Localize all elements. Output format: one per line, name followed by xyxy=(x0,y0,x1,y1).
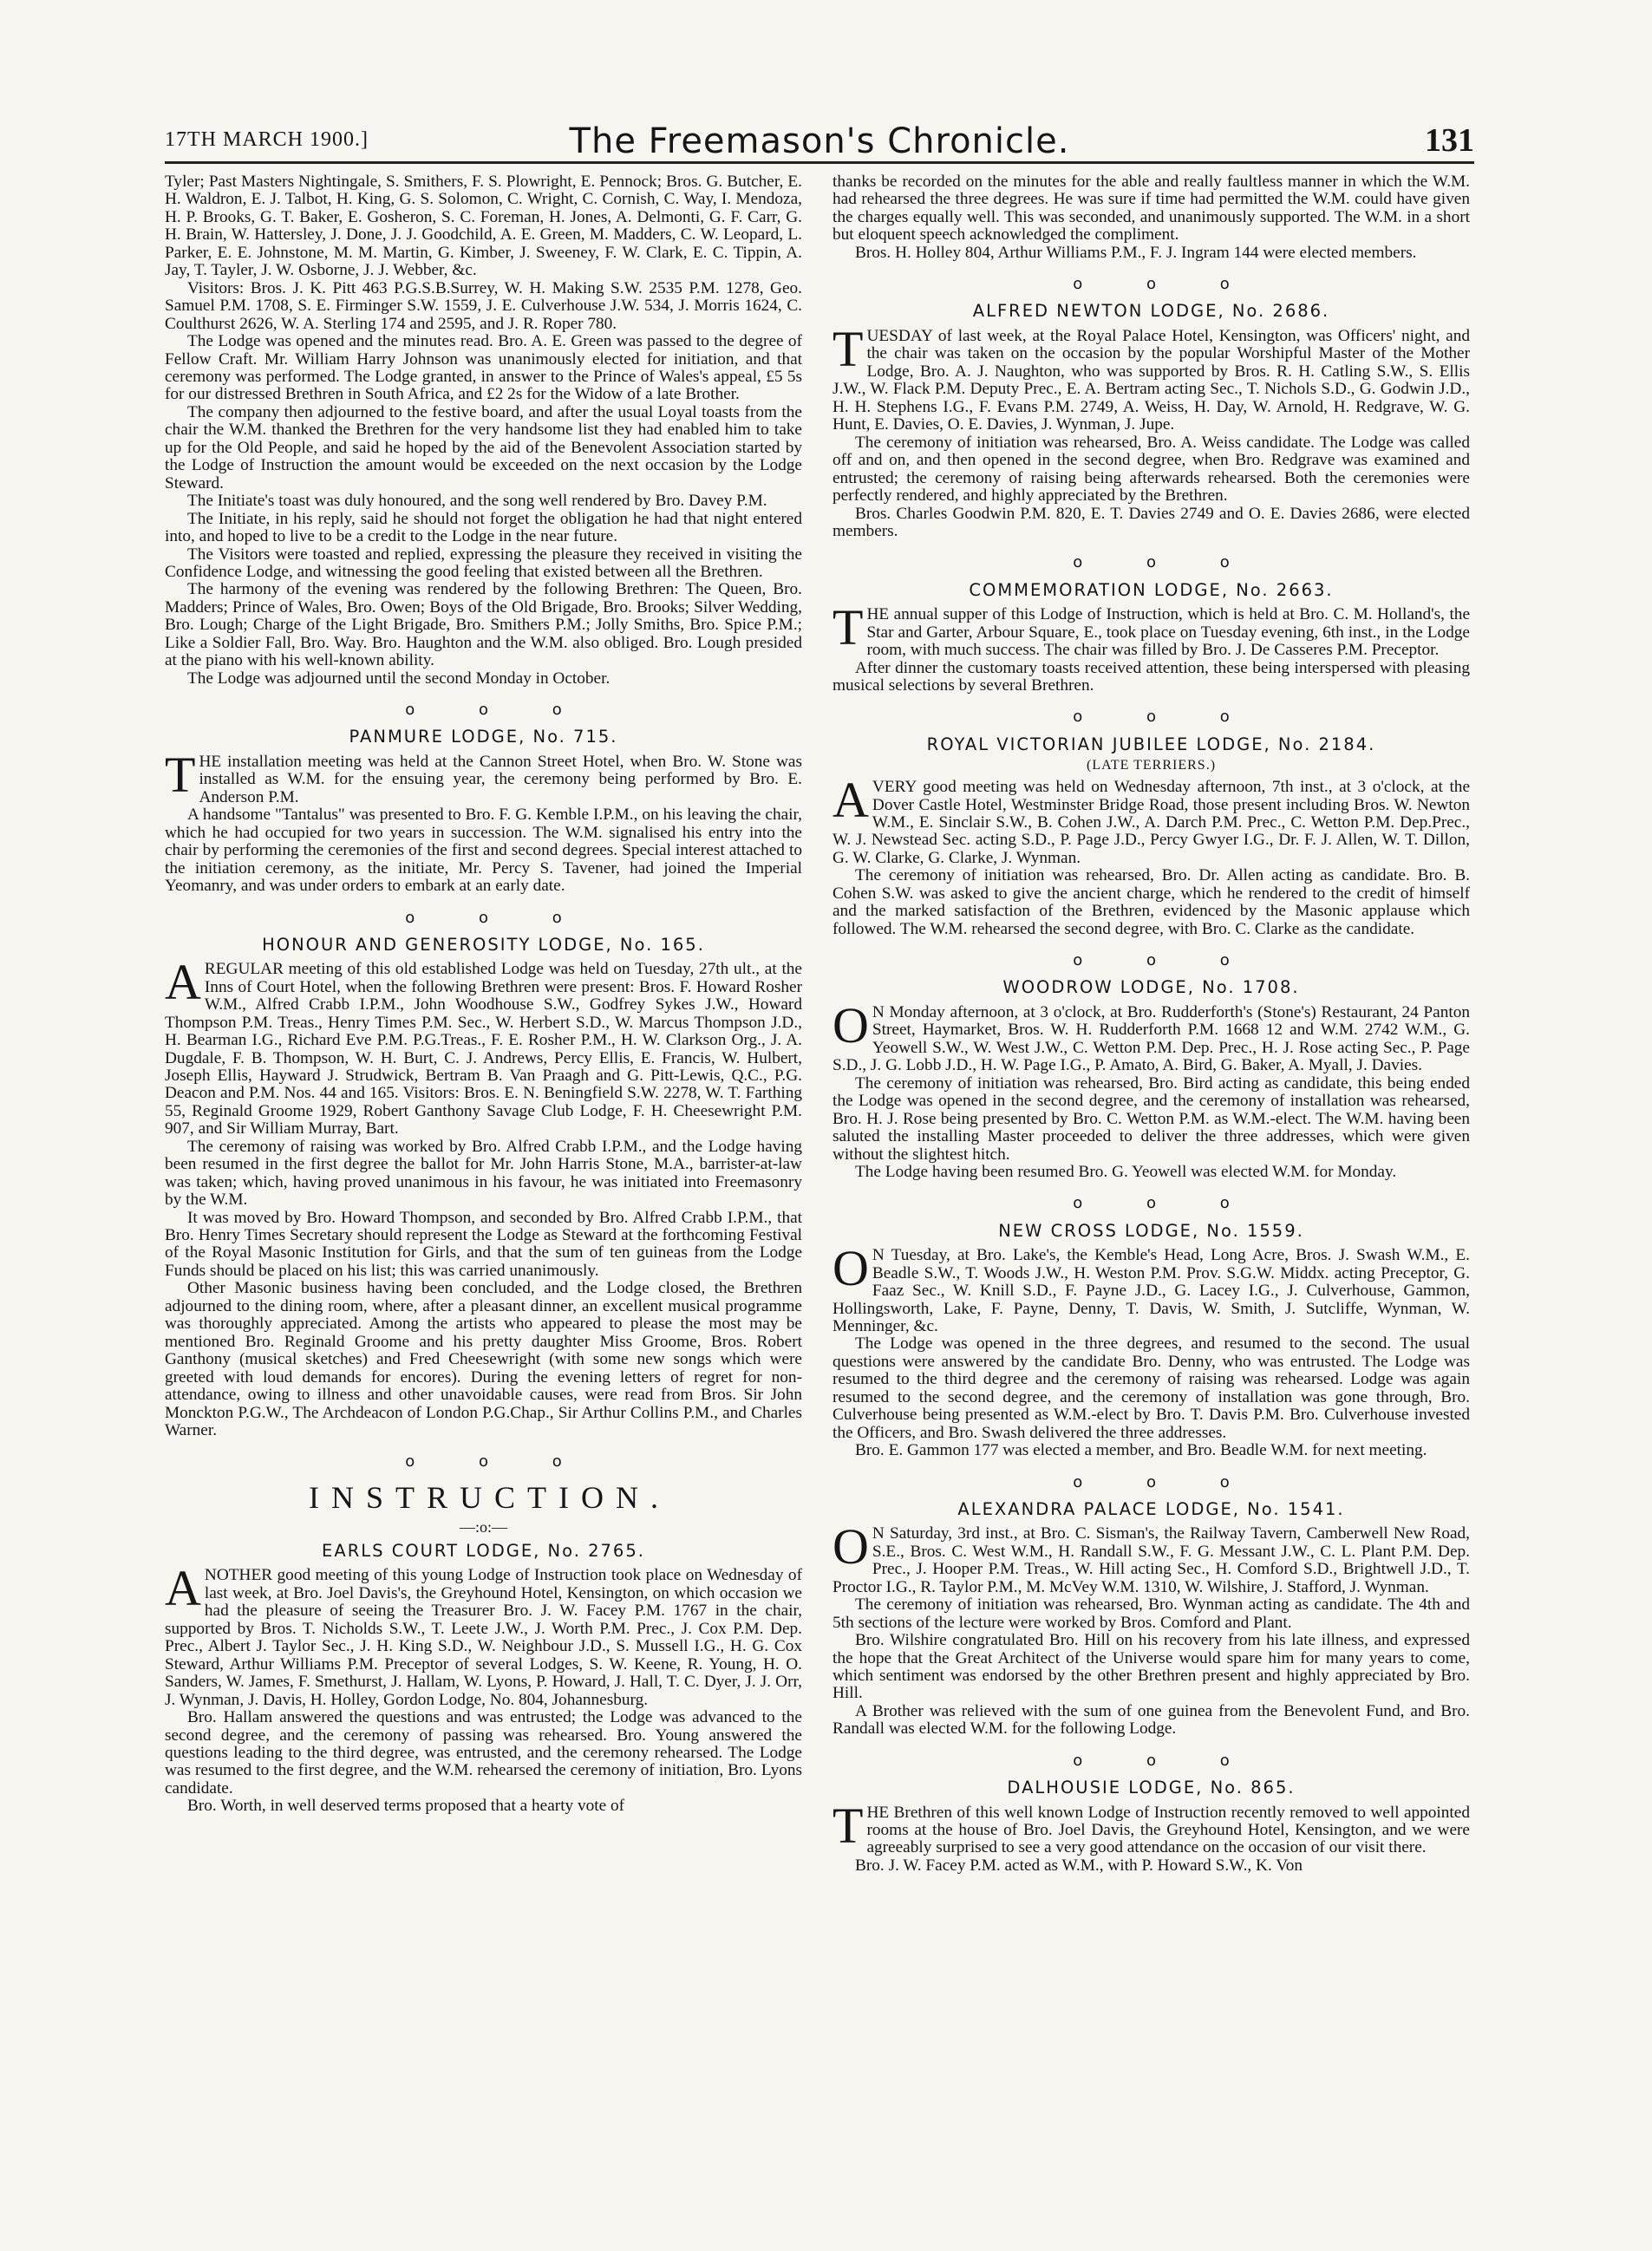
section-separator: o o o xyxy=(1073,553,1259,572)
paragraph: The Lodge was opened and the minutes read. Bro. A. E. Green was passed to the degree of Fellow Craft. Mr. William Harry Johnson was unanimously elected for initiation, and that ceremony was performed. The Lodge granted, in answer to the Prince of Wales's appeal, £5 5s for our distressed Brethren in South Africa, and £2 2s for the Widow of a late Brother. xyxy=(165,332,802,404)
paragraph: NOTHER good meeting of this young Lodge of Instruction took place on Wednesday of last week, at Bro. Joel Davis's, the Greyhound Hotel, Kensington, on which occasion we had the pleasure of seeing the Treasurer Bro. J. W. Facey P.M. 1767 in the chair, supported by Bros. T. Nicholds S.W., T. Leete J.W., J. Worth P.M. Prec., J. Cox P.M. Dep. Prec., Albert J. Taylor Sec., J. H. King S.D., W. Neighbour J.D., S. Mussell I.G., H. G. Cox Steward, Arthur Williams P.M. Preceptor of several Lodges, S. W. Keene, R. Young, H. O. Sanders, W. James, F. Smethurst, J. Hallam, W. Lyons, P. Howard, J. Hall, T. C. Dyer, J. J. Orr, J. Wynman, J. Davis, H. Holley, Gordon Lodge, No. 804, Johannesburg. xyxy=(165,1566,802,1709)
drop-cap: O xyxy=(833,996,869,1054)
paragraph: HE installation meeting was held at the Cannon Street Hotel, when Bro. W. Stone was installed as W.M. for the ensuing year, the ceremony being performed by Bro. E. Anderson P.M. xyxy=(199,752,802,806)
paragraph: HE annual supper of this Lodge of Instruction, which is held at Bro. C. M. Holland's, the Star and Garter, Arbour Square, E., took place on Tuesday evening, 6th inst., in the Lodge room, with much success. The chair was filled by Bro. J. De Casseres P.M. Preceptor. xyxy=(866,605,1470,660)
section-divider: —:o:— xyxy=(459,1517,507,1536)
paragraph: After dinner the customary toasts received attention, these being interspersed with pleasing musical selections by several Brethren. xyxy=(833,658,1470,695)
paragraph: The Visitors were toasted and replied, expressing the pleasure they received in visiting the Confidence Lodge, and witnessing the good feeling that existed between all the Brethren. xyxy=(165,545,802,581)
right-column xyxy=(833,173,1470,1875)
masthead-title: The Freemason's Chronicle. xyxy=(569,121,1070,161)
drop-cap: O xyxy=(833,1240,869,1297)
article-opening xyxy=(165,746,802,806)
section-separator: o o o xyxy=(405,701,591,720)
lodge-heading-dalhousie: DALHOUSIE LODGE, No. 865. xyxy=(1007,1777,1296,1798)
lodge-heading-panmure: PANMURE LODGE, No. 715. xyxy=(349,727,618,747)
section-separator: o o o xyxy=(1073,708,1259,727)
paragraph: The Lodge was opened in the three degrees, and resumed to the second. The usual questions were answered by the candidate Bro. Denny, who was entrusted. The Lodge was resumed to the third degree and the ceremony of raising was rehearsed. Lodge was again resumed to the second degree, and the ceremony of installation was gone through, Bro. Culverhouse being presented as W.M.-elect by Bro. T. Davis P.M. Bro. Culverhouse invested the Officers, and Bro. Swash delivered the three addresses. xyxy=(833,1334,1470,1442)
paragraph: A handsome "Tantalus" was presented to Bro. F. G. Kemble I.P.M., on his leaving the chair, which he had occupied for two years in succession. The W.M. signalised his entry into the chair by performing the ceremonies of the first and second degrees. Special interest attached to the initiation ceremony, as the initiate, Mr. Percy S. Tavener, had joined the Imperial Yeomanry, and was under orders to embark at an early date. xyxy=(165,806,802,896)
section-separator: o o o xyxy=(1073,1472,1259,1491)
drop-cap: A xyxy=(165,1560,201,1617)
section-separator: o o o xyxy=(1073,275,1259,294)
article-opening xyxy=(833,772,1470,867)
paragraph: The company then adjourned to the festive board, and after the usual Loyal toasts from the chair the W.M. thanked the Brethren for the very handsome list they had enabled him to take up for the Old People, and said he hoped by the aid of the Benevolent Association started by the Lodge of Instruction the amount would be exceeded on the next occasion by the Lodge Steward. xyxy=(165,402,802,493)
drop-cap: A xyxy=(165,954,201,1011)
paragraph: The ceremony of initiation was rehearsed, Bro. Dr. Allen acting as candidate. Bro. B. Cohen S.W. was asked to give the ancient charge, which he rendered to the credit of himself and the marked satisfaction of the Brethren, evidenced by the Masonic applause which followed. The W.M. rehearsed the second degree, with Bro. C. Clarke as the candidate. xyxy=(833,866,1470,938)
section-separator: o o o xyxy=(1073,1751,1259,1770)
article-opening xyxy=(833,599,1470,660)
paragraph: HE Brethren of this well known Lodge of Instruction recently removed to well appointed rooms at the house of Bro. Joel Davis, the Greyhound Hotel, Kensington, and we were agreeably surprised to see a very good attendance on the occasion of our visit there. xyxy=(866,1803,1470,1857)
drop-cap: T xyxy=(833,599,864,656)
article-opening xyxy=(833,1797,1470,1857)
section-separator: o o o xyxy=(1073,1194,1259,1213)
article-opening xyxy=(833,321,1470,434)
drop-cap: A xyxy=(833,772,869,829)
article-opening xyxy=(833,1518,1470,1596)
paragraph: The Lodge was adjourned until the second Monday in October. xyxy=(187,669,611,688)
paragraph: The Lodge having been resumed Bro. G. Yeowell was elected W.M. for Monday. xyxy=(855,1163,1397,1182)
section-separator: o o o xyxy=(405,908,591,927)
paragraph: The ceremony of raising was worked by Bro. Alfred Crabb I.P.M., and the Lodge having been resumed in the first degree the ballot for Mr. John Harris Stone, M.A., barrister-at-law was taken; which, having proved unanimous in his favour, he was initiated into Freemasonry by the W.M. xyxy=(165,1137,802,1210)
paragraph: The ceremony of initiation was rehearsed, Bro. Wynman acting as candidate. The 4th and 5th sections of the lecture were worked by Bros. Comford and Plant. xyxy=(833,1595,1470,1632)
paragraph: N Tuesday, at Bro. Lake's, the Kemble's Head, Long Acre, Bros. J. Swash W.M., E. Beadle S.W., T. Woods J.W., H. Weston P.M. Prov. S.G.W. Middx. acting Preceptor, G. Faaz Sec., W. Knill S.D., F. Payne J.D., G. Lacey I.G., J. Culverhouse, Gammon, Hollingsworth, Lake, F. Payne, Denny, T. Davis, W. Smith, J. Sutcliffe, Wynman, W. Menninger, &c. xyxy=(833,1246,1470,1336)
paragraph: Bro. J. W. Facey P.M. acted as W.M., with P. Howard S.W., K. Von xyxy=(855,1856,1303,1875)
paragraph: N Monday afternoon, at 3 o'clock, at Bro. Rudderforth's (Stone's) Restaurant, 24 Panton Street, Haymarket, Bros. W. H. Rudderforth P.M. 1668 12 and W.M. 2742 W.M., G. Yeowell S.W., W. West J.W., C. Wetton P.M. Dep. Prec., H. J. Rose acting Sec., P. Page S.D., J. G. Lobb J.D., H. W. Page I.G., P. Amato, A. Bird, G. Baker, A. Myall, J. Davies. xyxy=(833,1002,1470,1075)
paragraph: N Saturday, 3rd inst., at Bro. C. Sisman's, the Railway Tavern, Camberwell New Road, S.E., Bros. C. West W.M., H. Randall S.W., F. G. Messant J.W., C. L. Plant P.M. Dep. Prec., J. Hooper P.M. Treas., W. Hill acting Sec., H. Comford S.D., Brightwell J.D., T. Proctor I.G., R. Taylor P.M., M. McVey W.M. 1310, W. Wilshire, J. Stafford, J. Wynman. xyxy=(833,1524,1470,1596)
paragraph: Bros. H. Holley 804, Arthur Williams P.M., F. J. Ingram 144 were elected members. xyxy=(855,243,1417,262)
drop-cap: O xyxy=(833,1518,869,1576)
paragraph: It was moved by Bro. Howard Thompson, and seconded by Bro. Alfred Crabb I.P.M., that Bro. Henry Times Secretary should represent the Lodge as Steward at the forthcoming Festival of the Royal Masonic Institution for Girls, and that the sum of ten guineas from the Lodge Funds should be placed on his list; this was carried unanimously. xyxy=(165,1208,802,1280)
paragraph: Other Masonic business having been concluded, and the Lodge closed, the Brethren adjourned to the dining room, where, after a pleasant dinner, an excellent musical programme was thoroughly appreciated. Among the artists who appeared to please the most may be mentioned Bro. Reginald Groome and his pretty daughter Miss Groome, Bros. Robert Ganthony (musical sketches) and Fred Cheesewright (with some new songs which were greeted with loud demands for encores). During the evening letters of regret for non-attendance, owing to illness and other unavoidable causes, were read from Bros. Sir John Monckton P.G.W., The Archdeacon of London P.G.Chap., Sir Arthur Collins P.M., and Charles Warner. xyxy=(165,1279,802,1440)
running-head xyxy=(165,121,1474,164)
section-separator: o o o xyxy=(1073,951,1259,970)
section-title-instruction: INSTRUCTION. xyxy=(309,1479,670,1515)
paragraph: The Initiate's toast was duly honoured, and the song well rendered by Bro. Davey P.M. xyxy=(187,492,767,511)
drop-cap: T xyxy=(833,321,864,377)
paragraph: Bro. Wilshire congratulated Bro. Hill on his recovery from his late illness, and expressed the hope that the Great Architect of the Universe would spare him for many years to come, which sentiment was endorsed by the other Brethren present and highly appreciated by Bro. Hill. xyxy=(833,1631,1470,1703)
paragraph: Bro. Worth, in well deserved terms proposed that a hearty vote of xyxy=(187,1797,625,1816)
article-opening xyxy=(165,1560,802,1709)
article-opening xyxy=(165,954,802,1139)
lodge-heading-woodrow: WOODROW LODGE, No. 1708. xyxy=(1002,977,1300,998)
lodge-subheading: (LATE TERRIERS.) xyxy=(1086,758,1217,773)
paragraph: The ceremony of initiation was rehearsed, Bro. A. Weiss candidate. The Lodge was called off and on, and then opened in the second degree, when Bro. Redgrave was examined and entrusted; the ceremony of raising being afterwards rehearsed. Both the ceremonies were perfectly rendered, and highly appreciated by the Brethren. xyxy=(833,433,1470,506)
paragraph: VERY good meeting was held on Wednesday afternoon, 7th inst., at 3 o'clock, at the Dover Castle Hotel, Westminster Bridge Road, those present including Bros. W. Newton W.M., E. Sinclair S.W., B. Cohen J.W., A. Darch P.M. Prec., C. Wetton P.M. Dep.Prec., W. J. Newstead Sec. acting S.D., P. Page J.D., Percy Gwyer I.G., Dr. F. J. Allen, W. T. Dillon, G. W. Clarke, G. Clarke, J. Wynman. xyxy=(833,778,1470,867)
paragraph: Bros. Charles Goodwin P.M. 820, E. T. Davies 2749 and O. E. Davies 2686, were elected members. xyxy=(833,504,1470,540)
lodge-heading-royal-victorian-jubilee: ROYAL VICTORIAN JUBILEE LODGE, No. 2184. xyxy=(926,734,1376,754)
paragraph: UESDAY of last week, at the Royal Palace Hotel, Kensington, was Officers' night, and the chair was taken on the occasion by the popular Worshipful Master of the Mother Lodge, Bro. A. J. Naughton, who was supported by Bros. R. H. Catling S.W., S. Ellis J.W., W. Flack P.M. Deputy Prec., E. A. Bertram acting Sec., T. Nichols S.D., G. Godwin J.D., H. H. Stephens I.G., F. Evans P.M. 2749, A. Weiss, H. Day, W. Arnold, H. Redgrave, W. G. Hunt, E. Davies, O. E. Davies, J. Wynman, J. Jupe. xyxy=(833,327,1470,434)
paragraph: A Brother was relieved with the sum of one guinea from the Benevolent Fund, and Bro. Randall was elected W.M. for the following Lodge. xyxy=(833,1701,1470,1739)
article-opening xyxy=(833,996,1470,1075)
lodge-heading-new-cross: NEW CROSS LODGE, No. 1559. xyxy=(998,1220,1304,1241)
paragraph: The ceremony of initiation was rehearsed, Bro. Bird acting as candidate, this being ended the Lodge was opened in the second degree, and the ceremony of installation was rehearsed, Bro. H. J. Rose being presented by Bro. C. Wetton P.M. as W.M.-elect. The W.M. having been saluted the installing Master proceeded to deliver the three addresses, which were given without the slightest hitch. xyxy=(833,1073,1470,1164)
paragraph: The Initiate, in his reply, said he should not forget the obligation he had that night entered into, and hoped to live to be a credit to the Lodge in the near future. xyxy=(165,509,802,546)
article-opening xyxy=(833,1240,1470,1336)
paragraph: REGULAR meeting of this old established Lodge was held on Tuesday, 27th ult., at the Inns of Court Hotel, when the following Brethren were present: Bros. F. Howard Rosher W.M., Alfred Crabb I.P.M., John Woodhouse S.W., Godfrey Sykes J.W., Howard Thompson P.M. Treas., Henry Times P.M. Sec., W. Herbert S.D., W. Marcus Thompson J.D., H. Bearman I.G., Richard Eve P.M. P.G.Treas., F. E. Rosher P.M., H. W. Clarkson Org., J. A. Dugdale, F. B. Thompson, W. H. Burt, C. J. Andrews, Percy Ellis, E. Francis, W. Hulbert, Joseph Ellis, Hayward J. Strudwick, Bertram B. Van Praagh and G. Pitt-Lewis, Q.C., P.G. Deacon and P.M. Nos. 44 and 165. Visitors: Bros. E. N. Beningfield S.W. 2278, W. T. Farthing 55, Reginald Groome 1929, Robert Ganthony Savage Club Lodge, F. H. Cheesewright P.M. 907, and Sir William Murray, Bart. xyxy=(165,960,802,1139)
paragraph: Bro. E. Gammon 177 was elected a member, and Bro. Beadle W.M. for next meeting. xyxy=(855,1441,1427,1460)
drop-cap: T xyxy=(165,746,196,803)
issue-date: 17TH MARCH 1900.] xyxy=(165,128,369,151)
paragraph: thanks be recorded on the minutes for the able and really faultless manner in which the W.M. had rehearsed the three degrees. He was sure if time had permitted the W.M. could have given the charges equally well. This was seconded, and unanimously supported. The W.M. in a short but eloquent speech acknowledged the compliment. xyxy=(833,173,1470,245)
paragraph: Bro. Hallam answered the questions and was entrusted; the Lodge was advanced to the second degree, and the ceremony of passing was rehearsed. Bro. Young answered the questions leading to the third degree, was entrusted, and the ceremony rehearsed. The Lodge was resumed to the first degree, and the W.M. rehearsed the ceremony of initiation, Bro. Lyons candidate. xyxy=(165,1708,802,1798)
lodge-heading-honour-generosity: HONOUR AND GENEROSITY LODGE, No. 165. xyxy=(262,934,705,955)
lodge-heading-earls-court: EARLS COURT LODGE, No. 2765. xyxy=(322,1540,645,1561)
left-column xyxy=(165,173,802,1816)
page-number: 131 xyxy=(1425,122,1474,159)
paragraph: The harmony of the evening was rendered by the following Brethren: The Queen, Bro. Madders; Prince of Wales, Bro. Owen; Boys of the Old Brigade, Bro. Brooks; Silver Wedding, Bro. Lough; Charge of the Light Brigade, Bro. Smithers P.M.; Jolly Smiths, Bro. Spice P.M.; Like a Soldier Fall, Bro. Way. Bro. Haughton and the W.M. also obliged. Bro. Lough presided at the piano with his well-known ability. xyxy=(165,580,802,670)
paragraph: Visitors: Bros. J. K. Pitt 463 P.G.S.B.Surrey, W. H. Making S.W. 2535 P.M. 1278, Geo. Samuel P.M. 1708, S. E. Firminger S.W. 1559, J. E. Culverhouse J.W. 534, J. Morris 1624, C. Coulthurst 2626, W. A. Sterling 174 and 2595, and J. R. Roper 780. xyxy=(165,278,802,333)
lodge-heading-alfred-newton: ALFRED NEWTON LODGE, No. 2686. xyxy=(972,301,1330,322)
paragraph: Tyler; Past Masters Nightingale, S. Smithers, F. S. Plowright, E. Pennock; Bros. G. Butcher, E. H. Waldron, E. J. Talbot, H. King, G. S. Solomon, C. Wright, C. Cornish, C. Way, I. Mendoza, H. P. Brooks, G. T. Baker, E. Gosheron, S. C. Foreman, H. Jones, A. Delmonti, G. F. Carr, G. H. Brain, W. Hattersley, J. Done, J. J. Goodchild, A. E. Green, M. Madders, C. W. Leopard, L. Parker, E. E. Johnstone, M. M. Martin, G. Kimber, J. Sweeney, F. W. Clark, E. C. Tippin, A. Jay, T. Tayler, J. W. Osborne, J. J. Webber, &c. xyxy=(165,173,802,280)
lodge-heading-alexandra-palace: ALEXANDRA PALACE LODGE, No. 1541. xyxy=(957,1498,1345,1519)
section-separator: o o o xyxy=(405,1452,591,1471)
drop-cap: T xyxy=(833,1797,864,1854)
lodge-heading-commemoration: COMMEMORATION LODGE, No. 2663. xyxy=(969,579,1334,600)
